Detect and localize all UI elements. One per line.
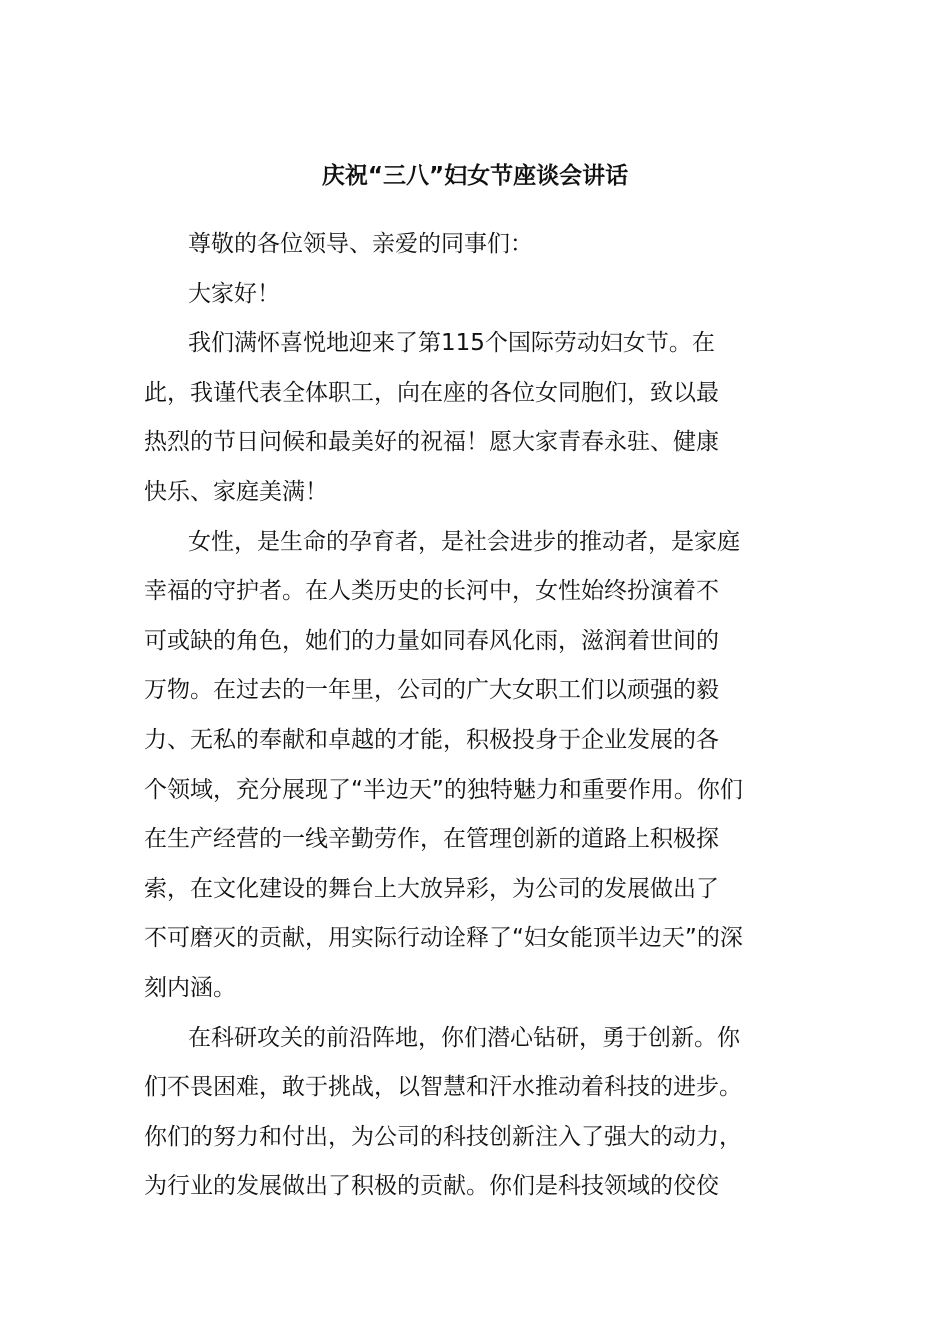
text-line: 刻内涵。 bbox=[144, 974, 236, 1001]
text-line: 热烈的节日问候和最美好的祝福！愿大家青春永驻、健康 bbox=[144, 429, 719, 456]
text-line: 力、无私的奉献和卓越的才能，积极投身于企业发展的各 bbox=[144, 726, 719, 753]
text-line: 索，在文化建设的舞台上大放异彩，为公司的发展做出了 bbox=[144, 875, 719, 902]
text-line: 我们满怀喜悦地迎来了第115个国际劳动妇女节。在 bbox=[188, 330, 715, 357]
text-line: 女性，是生命的孕育者，是社会进步的推动者，是家庭 bbox=[188, 528, 740, 555]
text-line: 大家好！ bbox=[188, 280, 280, 307]
text-line: 个领域，充分展现了“半边天”的独特魅力和重要作用。你们 bbox=[144, 776, 743, 803]
text-line: 们不畏困难，敢于挑战，以智慧和汗水推动着科技的进步。 bbox=[144, 1074, 742, 1101]
text-line: 万物。在过去的一年里，公司的广大女职工们以顽强的毅 bbox=[144, 677, 719, 704]
text-line: 在生产经营的一线辛勤劳作，在管理创新的道路上积极探 bbox=[144, 826, 719, 853]
document-body bbox=[144, 220, 806, 1212]
text-line: 可或缺的角色，她们的力量如同春风化雨，滋润着世间的 bbox=[144, 627, 719, 654]
document-title: 庆祝“三八”妇女节座谈会讲话 bbox=[321, 163, 629, 189]
text-line: 你们的努力和付出，为公司的科技创新注入了强大的动力， bbox=[144, 1123, 742, 1150]
text-line: 此，我谨代表全体职工，向在座的各位女同胞们，致以最 bbox=[144, 379, 719, 406]
text-line: 快乐、家庭美满！ bbox=[144, 478, 328, 505]
text-line: 为行业的发展做出了积极的贡献。你们是科技领域的佼佼 bbox=[144, 1173, 719, 1200]
text-line: 尊敬的各位领导、亲爱的同事们： bbox=[188, 231, 533, 257]
text-line: 在科研攻关的前沿阵地，你们潜心钻研，勇于创新。你 bbox=[188, 1024, 740, 1051]
text-line: 幸福的守护者。在人类历史的长河中，女性始终扮演着不 bbox=[144, 578, 719, 605]
text-line: 不可磨灭的贡献，用实际行动诠释了“妇女能顶半边天”的深 bbox=[144, 925, 743, 952]
